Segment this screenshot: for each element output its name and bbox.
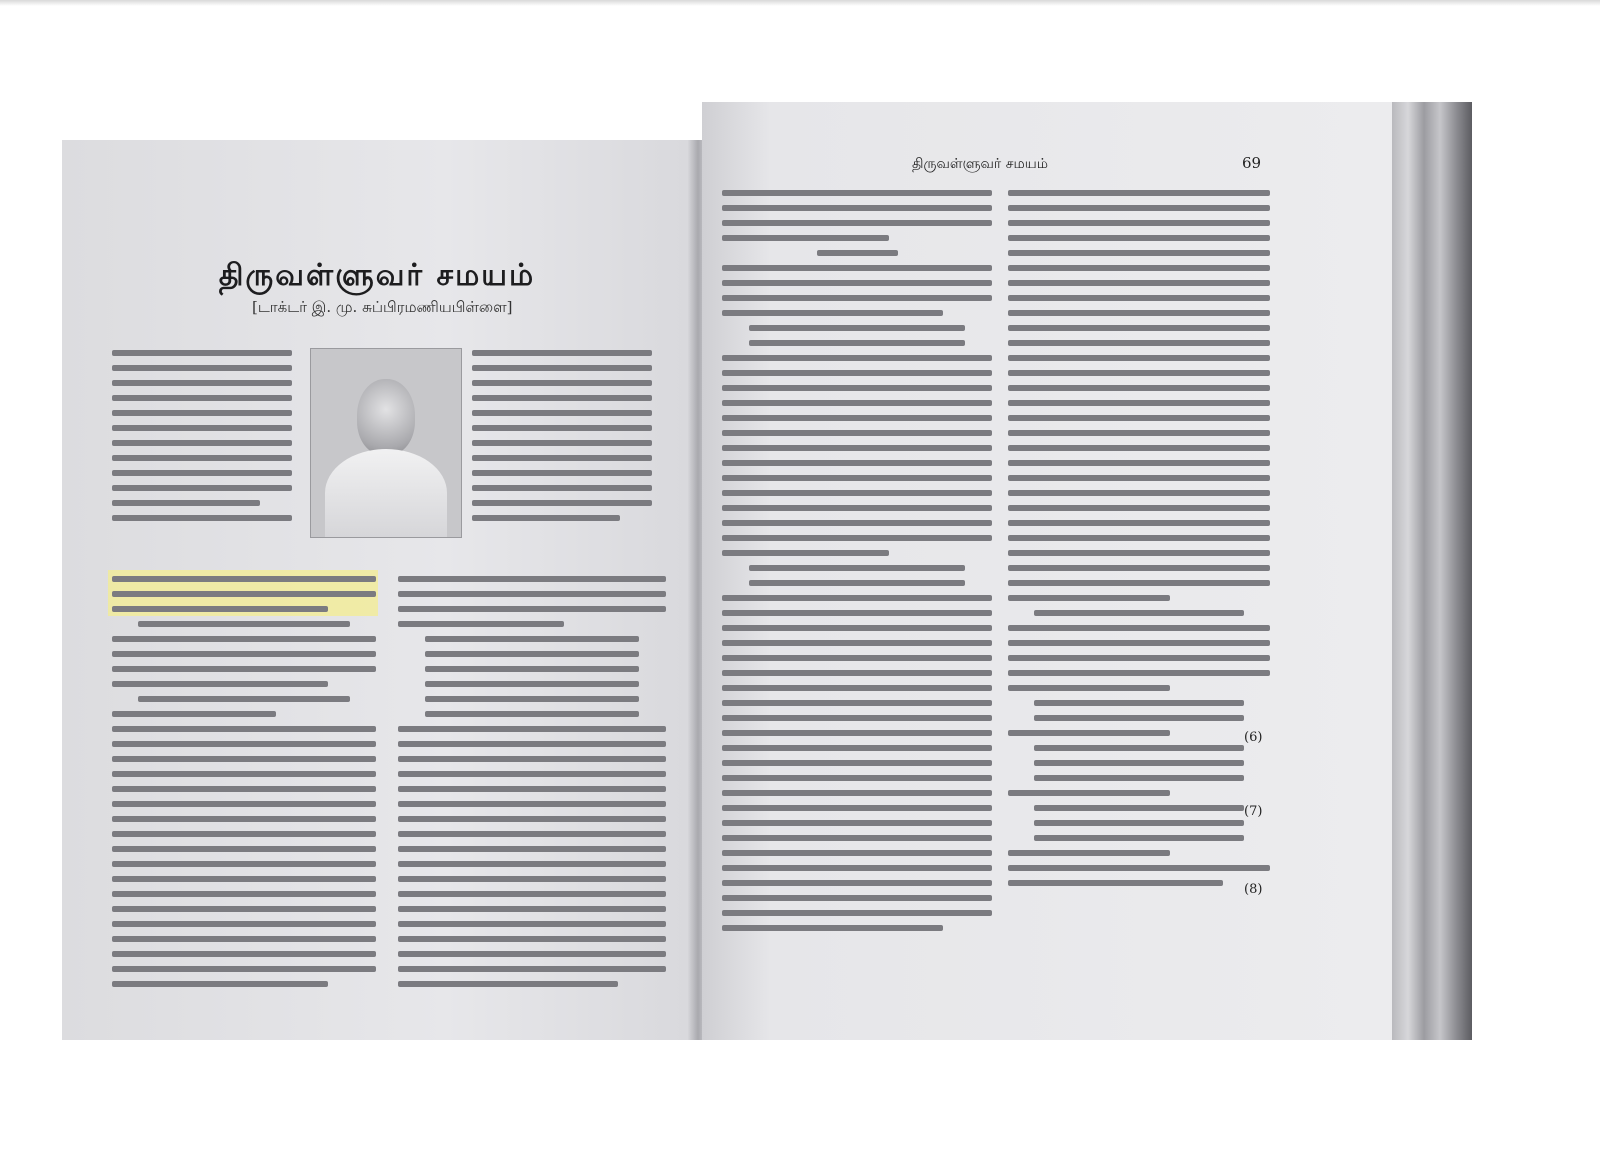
verse-number: (7) xyxy=(1244,804,1263,819)
verse-number: (6) xyxy=(1244,730,1263,745)
book-page-edges xyxy=(1392,102,1472,1040)
page-number: 69 xyxy=(1242,154,1262,172)
left-page-top-margin xyxy=(62,102,702,140)
author-photo xyxy=(310,348,462,538)
left-page-column-1 xyxy=(112,576,376,996)
verse-number: (8) xyxy=(1244,882,1263,897)
left-page xyxy=(62,140,702,1040)
article-byline: [டாக்டர் இ. மு. சுப்பிரமணியபிள்ளை] xyxy=(252,298,513,316)
scan-top-edge xyxy=(0,0,1600,6)
article-title: திருவள்ளுவர் சமயம் xyxy=(218,258,536,293)
right-page xyxy=(702,102,1392,1040)
right-page-column-1 xyxy=(722,190,992,940)
author-photo-head xyxy=(357,379,415,455)
author-bio-left xyxy=(112,350,292,530)
running-header: திருவள்ளுவர் சமயம் xyxy=(912,156,1048,172)
author-bio-right xyxy=(472,350,652,530)
left-page-column-2 xyxy=(398,576,666,996)
right-page-column-2 xyxy=(1008,190,1270,895)
author-photo-body xyxy=(325,449,447,537)
book-spread xyxy=(62,102,1472,1040)
